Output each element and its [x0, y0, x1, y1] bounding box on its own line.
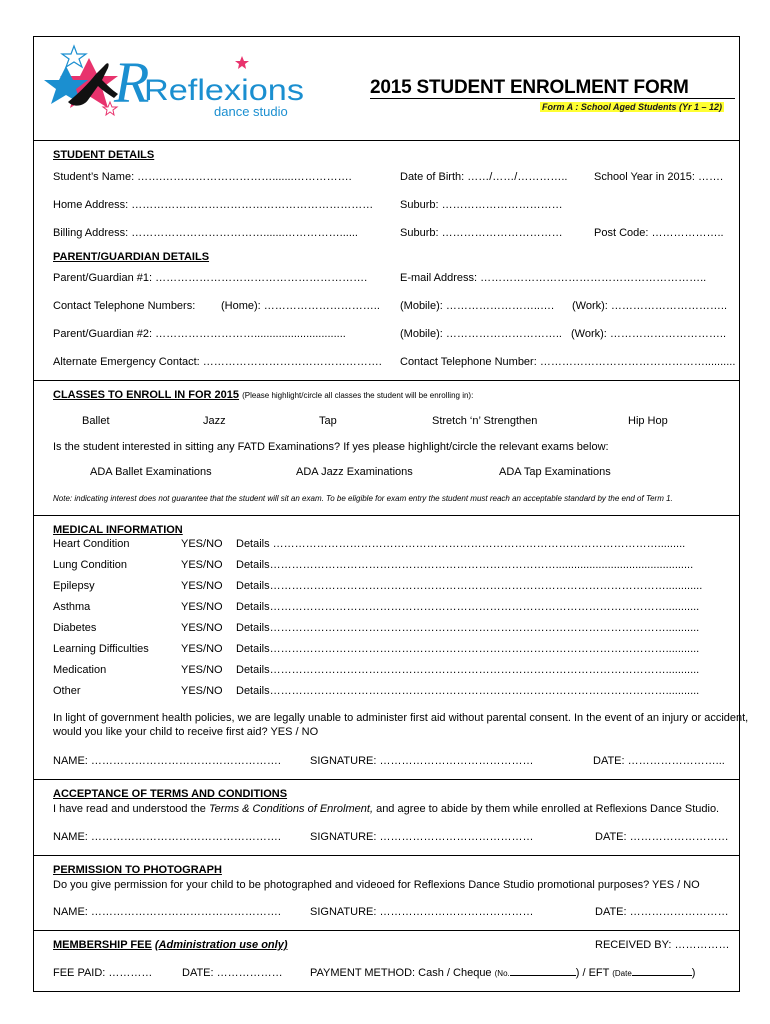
student-details-heading: STUDENT DETAILS [53, 149, 155, 161]
payment-method-row [310, 967, 695, 980]
fee-heading-row [53, 939, 288, 952]
cheque-no-field[interactable] [510, 967, 576, 976]
parent2-field[interactable]: Parent/Guardian #2: ……………………….............................. [53, 328, 346, 340]
terms-heading: ACCEPTANCE OF TERMS AND CONDITIONS [53, 788, 288, 800]
medical-yesno[interactable]: YES/NO [181, 601, 223, 613]
logo-text: Reflexions [144, 74, 304, 107]
class-jazz[interactable]: Jazz [203, 415, 226, 427]
photo-question: Do you give permission for your child to be photographed and videoed for Reflexions Dance Studio promotional purposes? YES / NO [53, 879, 700, 891]
medical-condition-label: Asthma [53, 601, 91, 613]
medical-details-field[interactable]: Details………………………………………………………………………………………………........... [236, 601, 700, 613]
medical-signature-field[interactable]: SIGNATURE: …………………………………… [310, 755, 534, 767]
medical-condition-label: Medication [53, 664, 107, 676]
medical-yesno[interactable]: YES/NO [181, 559, 223, 571]
medical-name-field[interactable]: NAME: ……………………………………………. [53, 755, 281, 767]
medical-condition-label: Lung Condition [53, 559, 128, 571]
terms-text-before: I have read and understood the [53, 803, 209, 815]
medical-yesno[interactable]: YES/NO [181, 664, 223, 676]
class-tap[interactable]: Tap [319, 415, 337, 427]
medical-details-field[interactable]: Details………………………………………………………………………………………………........... [236, 622, 700, 634]
logo [44, 44, 309, 124]
home-address-field[interactable]: Home Address: ………………………………………………………… [53, 199, 374, 211]
billing-address-field[interactable]: Billing Address: ……………………………….......……………...... [53, 227, 358, 239]
fee-date-field[interactable]: DATE: ……………… [182, 967, 283, 979]
classes-heading-note: (Please highlight/circle all classes the student will be enrolling in): [242, 391, 474, 400]
exam-question: Is the student interested in sitting any FATD Examinations? If yes please highlight/circle the relevant exams below: [53, 441, 609, 453]
email-field[interactable]: E-mail Address: …………………………………………………….. [400, 272, 707, 284]
medical-heading: MEDICAL INFORMATION [53, 524, 183, 536]
class-hiphop[interactable]: Hip Hop [628, 415, 668, 427]
medical-details-field[interactable]: Details……………………………………………………………………............................................. [236, 559, 694, 571]
logo-subtext: dance studio [214, 104, 288, 119]
terms-link: Terms & Conditions of Enrolment, [208, 803, 374, 815]
medical-condition-label: Diabetes [53, 622, 97, 634]
class-ballet[interactable]: Ballet [82, 415, 110, 427]
medical-yesno[interactable]: YES/NO [181, 622, 223, 634]
exam-tap[interactable]: ADA Tap Examinations [499, 466, 611, 478]
contact-phone-label: Contact Telephone Numbers: [53, 300, 196, 312]
consent-line-1: In light of government health policies, we are legally unable to administer first aid without parental consent. In the event of an injury or accident, [53, 712, 749, 724]
eft-date-label: (Date [612, 969, 632, 978]
postcode-field[interactable]: Post Code: ……………….. [594, 227, 724, 239]
emergency-phone-field[interactable]: Contact Telephone Number: ……………………………………….......... [400, 356, 736, 368]
medical-date-field[interactable]: DATE: ……………………... [593, 755, 725, 767]
section-divider [33, 380, 740, 381]
star-icon [62, 46, 86, 67]
emergency-contact-field[interactable]: Alternate Emergency Contact: …………………………………………. [53, 356, 382, 368]
medical-details-field[interactable]: Details ……………………………………………………………………………………………......... [236, 538, 686, 550]
terms-date-field[interactable]: DATE: ……………………… [595, 831, 729, 843]
class-stretch[interactable]: Stretch ‘n’ Strengthen [432, 415, 538, 427]
medical-details-field[interactable]: Details………………………………………………………………………………………………........... [236, 643, 700, 655]
payment-method-label: PAYMENT METHOD: Cash / Cheque [310, 967, 492, 979]
photo-name-field[interactable]: NAME: ……………………………………………. [53, 906, 281, 918]
terms-text-after: and agree to abide by them while enrolled at Reflexions Dance Studio. [373, 803, 720, 815]
mobile1-field[interactable]: (Mobile): ……………………..…. [400, 300, 555, 312]
consent-line-2: would you like your child to receive first aid? YES / NO [53, 726, 319, 738]
logo-r: R [114, 50, 150, 115]
exam-jazz[interactable]: ADA Jazz Examinations [296, 466, 413, 478]
classes-heading: CLASSES TO ENROLL IN FOR 2015 [53, 389, 240, 401]
parent-details-heading: PARENT/GUARDIAN DETAILS [53, 251, 210, 263]
medical-yesno[interactable]: YES/NO [181, 538, 223, 550]
medical-yesno[interactable]: YES/NO [181, 685, 223, 697]
mobile2-field[interactable]: (Mobile): ………………………….. [400, 328, 562, 340]
title-rule [370, 98, 735, 99]
medical-condition-label: Learning Difficulties [53, 643, 149, 655]
terms-name-field[interactable]: NAME: ……………………………………………. [53, 831, 281, 843]
terms-signature-field[interactable]: SIGNATURE: …………………………………… [310, 831, 534, 843]
fee-paid-field[interactable]: FEE PAID: ………… [53, 967, 153, 979]
eft-label: ) / EFT [575, 967, 610, 979]
terms-text [53, 803, 719, 816]
medical-yesno[interactable]: YES/NO [181, 580, 223, 592]
form-subtitle: Form A : School Aged Students (Yr 1 – 12) [542, 102, 723, 112]
home-suburb-field[interactable]: Suburb: …………………………… [400, 199, 563, 211]
section-divider [33, 930, 740, 931]
eft-close: ) [691, 967, 696, 979]
exam-ballet[interactable]: ADA Ballet Examinations [90, 466, 212, 478]
photo-date-field[interactable]: DATE: ……………………… [595, 906, 729, 918]
section-divider [33, 779, 740, 780]
page-title: 2015 STUDENT ENROLMENT FORM [370, 77, 689, 98]
medical-yesno[interactable]: YES/NO [181, 643, 223, 655]
parent1-field[interactable]: Parent/Guardian #1: …………………………………………………. [53, 272, 368, 284]
billing-suburb-field[interactable]: Suburb: …………………………… [400, 227, 563, 239]
student-name-field[interactable]: Student’s Name: …….………………………….......……………. [53, 171, 352, 183]
medical-condition-label: Epilepsy [53, 580, 95, 592]
medical-condition-label: Other [53, 685, 81, 697]
medical-details-field[interactable]: Details………………………………………………………………………………………………........... [236, 685, 700, 697]
section-divider [33, 515, 740, 516]
section-divider [33, 855, 740, 856]
fee-heading: MEMBERSHIP FEE [53, 939, 152, 951]
work1-field[interactable]: (Work): ………………………….. [572, 300, 728, 312]
photo-signature-field[interactable]: SIGNATURE: …………………………………… [310, 906, 534, 918]
home-phone-field[interactable]: (Home): ………………………….. [221, 300, 380, 312]
section-divider [33, 140, 740, 141]
classes-heading-row [53, 389, 473, 402]
received-by-field[interactable]: RECEIVED BY: …………… [595, 939, 730, 951]
fee-heading-note: (Administration use only) [154, 939, 288, 951]
medical-details-field[interactable]: Details………………………………………………………………………………………………........... [236, 664, 700, 676]
work2-field[interactable]: (Work): ………………………….. [571, 328, 727, 340]
dob-field[interactable]: Date of Birth: ……/……/………….. [400, 171, 568, 183]
photo-heading: PERMISSION TO PHOTOGRAPH [53, 864, 222, 876]
cheque-no-label: (No. [494, 969, 510, 978]
eft-date-field[interactable] [632, 967, 692, 976]
medical-details-field[interactable]: Details………………………………………………………………………………………………............ [236, 580, 703, 592]
exam-note: Note: indicating interest does not guarantee that the student will sit an exam. To be eligible for exam entry the student must reach an acceptable standard by the end of Term 1. [53, 494, 673, 503]
star-icon [235, 56, 249, 69]
school-year-field[interactable]: School Year in 2015: ……. [594, 171, 724, 183]
medical-condition-label: Heart Condition [53, 538, 130, 550]
